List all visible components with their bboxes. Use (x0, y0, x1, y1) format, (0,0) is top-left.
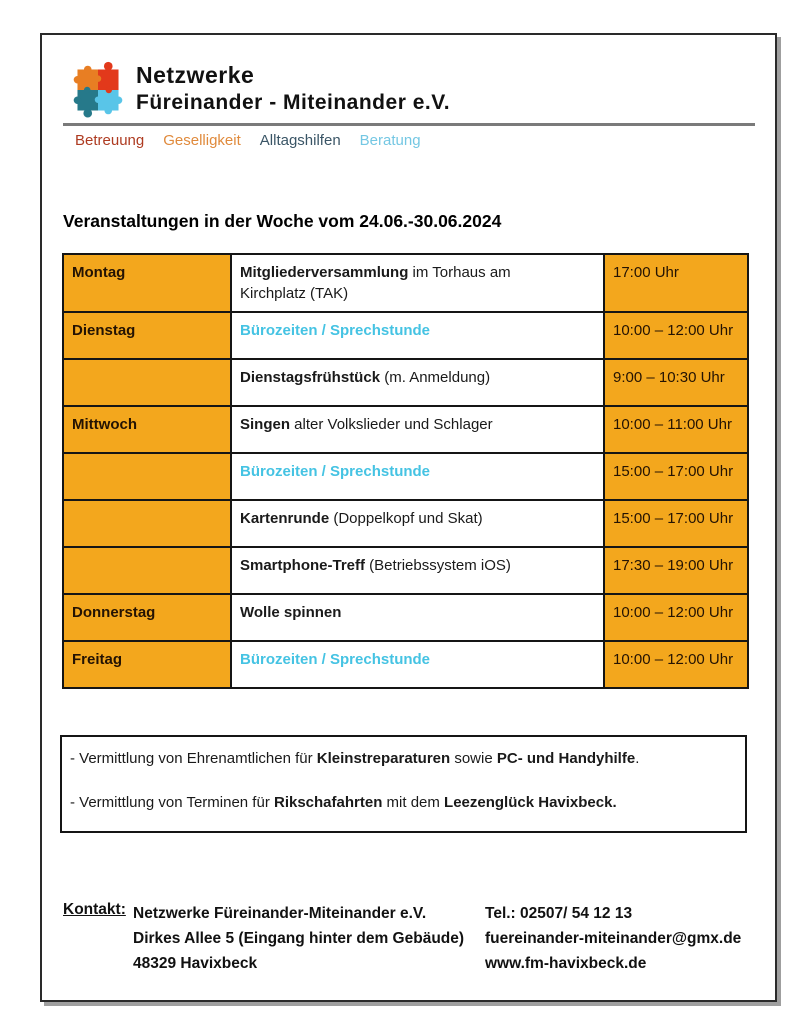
event-name: Smartphone-Treff (240, 557, 366, 574)
event-cell (231, 254, 604, 312)
info-bold: PC- und Handyhilfe (496, 750, 636, 767)
day-cell: Donnerstag (63, 594, 231, 641)
event-detail: im Torhaus am (408, 264, 511, 281)
nav-item-beratung: Beratung (359, 132, 421, 149)
time-cell: 15:00 – 17:00 Uhr (604, 500, 748, 547)
event-cell (231, 406, 604, 453)
time-cell: 15:00 – 17:00 Uhr (604, 453, 748, 500)
day-cell: Dienstag (63, 312, 231, 359)
info-line-rikscha (70, 793, 737, 813)
info-bold: Kleinstreparaturen (316, 750, 451, 767)
day-cell: Freitag (63, 641, 231, 688)
table-row-fruehstueck (63, 359, 748, 406)
table-row-smartphone-treff (63, 547, 748, 594)
nav-item-alltagshilfen: Alltagshilfen (259, 132, 341, 149)
contact-website: www.fm-havixbeck.de (485, 955, 647, 972)
event-name: Bürozeiten / Sprechstunde (240, 651, 431, 668)
day-cell: Montag (63, 254, 231, 312)
event-detail-line2: Kirchplatz (TAK) (240, 285, 349, 302)
event-name: Mitgliederversammlung (240, 264, 409, 281)
table-row-kartenrunde (63, 500, 748, 547)
table-row-mittwoch-singen (63, 406, 748, 453)
puzzle-logo-icon (71, 60, 125, 120)
header (71, 60, 450, 120)
info-bold: Leezenglück Havixbeck. (444, 794, 617, 811)
header-divider (63, 123, 755, 126)
day-cell (63, 453, 231, 500)
info-text: sowie (450, 750, 497, 767)
event-name: Bürozeiten / Sprechstunde (240, 463, 431, 480)
contact-org: Netzwerke Füreinander-Miteinander e.V. (133, 905, 427, 922)
day-cell (63, 547, 231, 594)
brand-name (136, 60, 450, 116)
event-name: Kartenrunde (240, 510, 330, 527)
day-cell: Mittwoch (63, 406, 231, 453)
info-text: mit dem (382, 794, 445, 811)
contact-label: Kontakt: (63, 901, 126, 918)
info-bold: Rikschafahrten (273, 794, 383, 811)
info-text: - Vermittlung von Ehrenamtlichen für (70, 750, 317, 767)
contact-street: Dirkes Allee 5 (Eingang hinter dem Gebäude) (133, 930, 465, 947)
contact-city: 48329 Havixbeck (133, 955, 258, 972)
contact-details (485, 901, 741, 976)
contact-email: fuereinander-miteinander@gmx.de (485, 930, 742, 947)
page-title: Veranstaltungen in der Woche vom 24.06.-30.06.2024 (63, 211, 502, 231)
contact-phone: Tel.: 02507/ 54 12 13 (485, 905, 633, 922)
event-detail: (Betriebssystem iOS) (365, 557, 511, 574)
event-cell (231, 312, 604, 359)
category-nav (75, 132, 421, 149)
flyer-page (40, 33, 777, 1002)
table-row-dienstag-buero (63, 312, 748, 359)
info-text: . (635, 750, 640, 767)
brand-line1: Netzwerke (136, 62, 255, 88)
event-cell (231, 547, 604, 594)
event-name: Bürozeiten / Sprechstunde (240, 322, 431, 339)
time-cell: 17:30 – 19:00 Uhr (604, 547, 748, 594)
event-name: Singen (240, 416, 291, 433)
time-cell: 17:00 Uhr (604, 254, 748, 312)
time-cell: 10:00 – 12:00 Uhr (604, 312, 748, 359)
nav-item-betreuung: Betreuung (75, 132, 145, 149)
day-cell (63, 359, 231, 406)
event-cell (231, 453, 604, 500)
event-name: Wolle spinnen (240, 604, 342, 621)
table-row-donnerstag (63, 594, 748, 641)
brand-line2: Füreinander - Miteinander e.V. (136, 91, 451, 114)
time-cell: 10:00 – 12:00 Uhr (604, 641, 748, 688)
contact-address (133, 901, 464, 976)
info-line-repairs (70, 749, 737, 769)
event-cell (231, 641, 604, 688)
time-cell: 10:00 – 11:00 Uhr (604, 406, 748, 453)
event-detail: (m. Anmeldung) (380, 369, 491, 386)
event-detail: (Doppelkopf und Skat) (329, 510, 483, 527)
event-cell (231, 359, 604, 406)
event-cell (231, 594, 604, 641)
time-cell: 10:00 – 12:00 Uhr (604, 594, 748, 641)
event-name: Dienstagsfrühstück (240, 369, 381, 386)
table-row-montag (63, 254, 748, 312)
table-row-mittwoch-buero (63, 453, 748, 500)
nav-item-geselligkeit: Geselligkeit (163, 132, 241, 149)
event-cell (231, 500, 604, 547)
day-cell (63, 500, 231, 547)
event-detail: alter Volkslieder und Schlager (290, 416, 493, 433)
table-row-freitag (63, 641, 748, 688)
services-info-box (60, 735, 747, 833)
time-cell: 9:00 – 10:30 Uhr (604, 359, 748, 406)
schedule-table (62, 253, 749, 689)
info-text: - Vermittlung von Terminen für (70, 794, 274, 811)
